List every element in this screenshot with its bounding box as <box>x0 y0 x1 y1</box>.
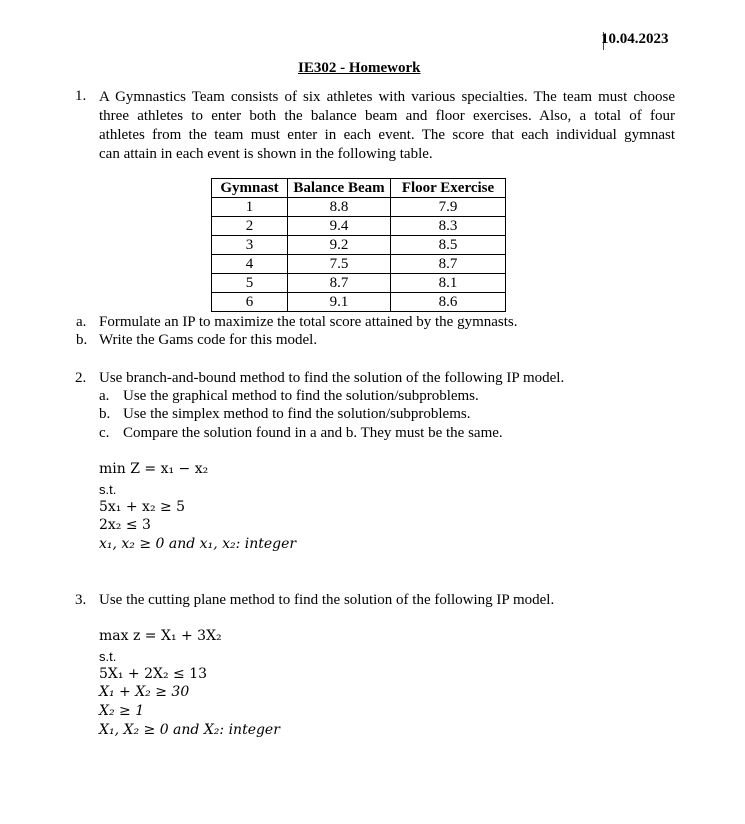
table-row <box>212 274 506 293</box>
question-1-line: A Gymnastics Team consists of six athletes with various specialties. The team must choose <box>99 89 675 105</box>
table-cell: 8.3 <box>391 217 506 236</box>
table-cell: 8.7 <box>391 255 506 274</box>
question-1-line: three athletes to enter both the balance beam and floor exercises. Also, a total of four <box>99 108 675 124</box>
table-cell: 7.9 <box>391 198 506 217</box>
table-cell: 8.8 <box>288 198 391 217</box>
gymnast-scores-table <box>211 178 506 312</box>
model-constraint: 5X₁ + 2X₂ ≤ 13 <box>99 666 208 682</box>
document-date: 10.04.2023 <box>601 31 669 47</box>
question-1-line: can attain in each event is shown in the following table. <box>99 146 433 162</box>
table-cell: 7.5 <box>288 255 391 274</box>
column-header-floor-exercise: Floor Exercise <box>391 179 506 198</box>
table-cell: 2 <box>212 217 288 236</box>
subitem-label: a. <box>99 388 110 404</box>
table-cell: 1 <box>212 198 288 217</box>
subitem-label: b. <box>99 406 111 422</box>
table-cell: 5 <box>212 274 288 293</box>
model-subject-to: s.t. <box>99 649 117 664</box>
subitem-text: Compare the solution found in a and b. They must be the same. <box>123 425 503 441</box>
column-header-gymnast: Gymnast <box>212 179 288 198</box>
table-row <box>212 236 506 255</box>
table-cell: 9.2 <box>288 236 391 255</box>
table-cell: 4 <box>212 255 288 274</box>
table-cell: 6 <box>212 293 288 312</box>
model-subject-to: s.t. <box>99 482 117 497</box>
subitem-label: c. <box>99 425 110 441</box>
question-1-number: 1. <box>75 88 87 104</box>
question-2-text: Use branch-and-bound method to find the solution of the following IP model. <box>99 370 565 386</box>
model-constraint: X₁ + X₂ ≥ 30 <box>99 684 190 700</box>
question-1-text <box>99 88 675 164</box>
question-3-text: Use the cutting plane method to find the solution of the following IP model. <box>99 592 555 608</box>
table-cell: 8.7 <box>288 274 391 293</box>
table-row <box>212 293 506 312</box>
table-cell: 8.6 <box>391 293 506 312</box>
model-objective: max z = X₁ + 3X₂ <box>99 628 222 644</box>
subitem-text: Write the Gams code for this model. <box>99 332 318 348</box>
question-2-number: 2. <box>75 370 87 386</box>
column-header-balance-beam: Balance Beam <box>288 179 391 198</box>
table-row <box>212 217 506 236</box>
subitem-text: Use the graphical method to find the solution/subproblems. <box>123 388 479 404</box>
table-cell: 9.4 <box>288 217 391 236</box>
table-cell: 8.1 <box>391 274 506 293</box>
table-header-row <box>212 179 506 198</box>
subitem-label: b. <box>76 332 88 348</box>
model-constraint: 5x₁ + x₂ ≥ 5 <box>99 499 186 515</box>
question-3-number: 3. <box>75 592 87 608</box>
model-constraint: X₂ ≥ 1 <box>99 703 145 719</box>
table-row <box>212 198 506 217</box>
table-row <box>212 255 506 274</box>
question-1-line: athletes from the team must enter in each event. The score that each individual gymnast <box>99 127 675 143</box>
model-constraint: x₁, x₂ ≥ 0 and x₁, x₂: integer <box>99 536 297 552</box>
model-objective: min Z = x₁ − x₂ <box>99 461 209 477</box>
table-cell: 8.5 <box>391 236 506 255</box>
model-constraint: 2x₂ ≤ 3 <box>99 517 151 533</box>
document-title: IE302 - Homework <box>298 60 421 76</box>
table-cell: 9.1 <box>288 293 391 312</box>
table-cell: 3 <box>212 236 288 255</box>
subitem-text: Formulate an IP to maximize the total score attained by the gymnasts. <box>99 314 518 330</box>
subitem-label: a. <box>76 314 87 330</box>
model-constraint: X₁, X₂ ≥ 0 and X₂: integer <box>99 722 280 738</box>
subitem-text: Use the simplex method to find the solution/subproblems. <box>123 406 471 422</box>
